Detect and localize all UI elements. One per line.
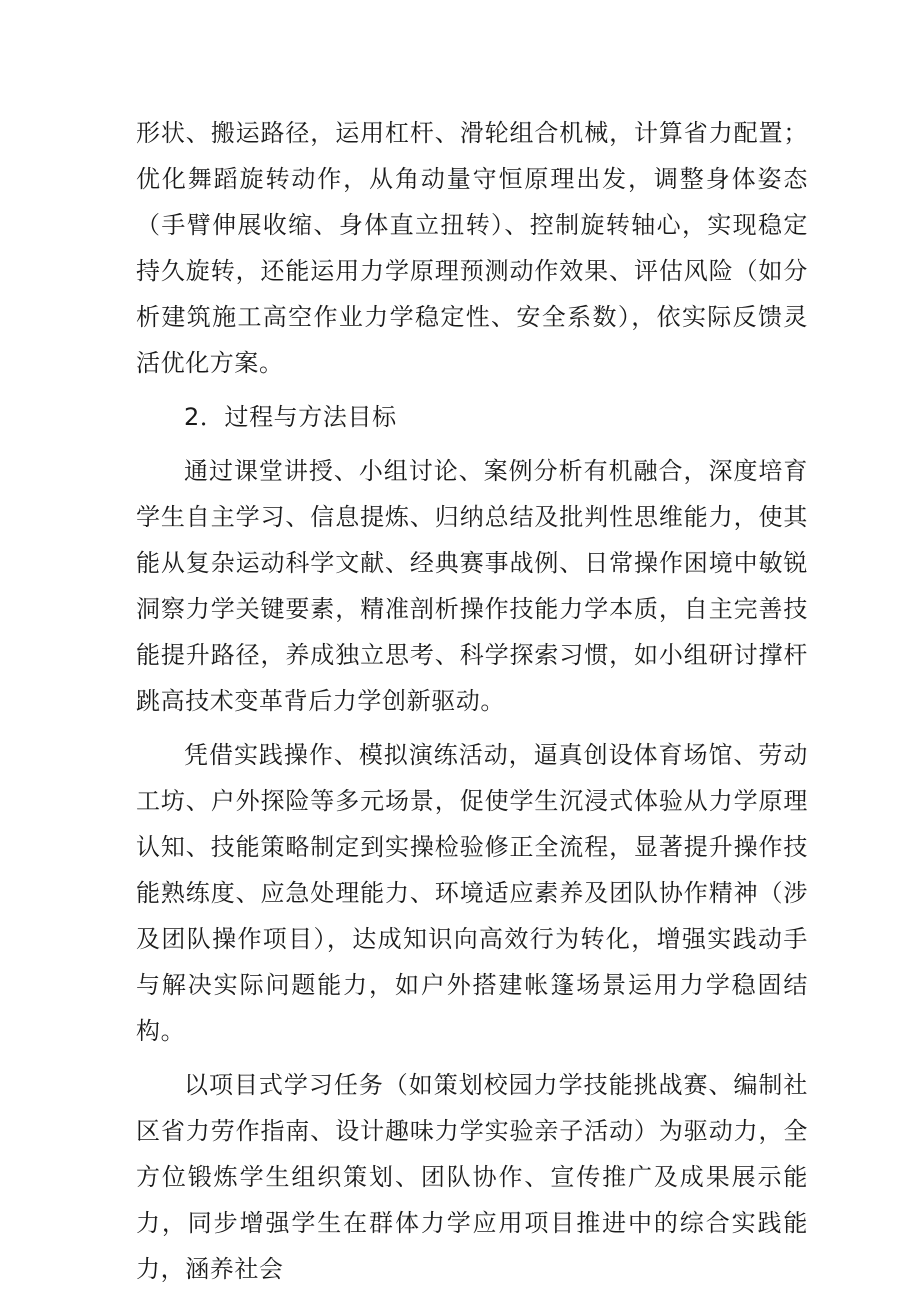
paragraph: 通过课堂讲授、小组讨论、案例分析有机融合，深度培育学生自主学习、信息提炼、归纳总结及批判性思维能力，使其能从复杂运动科学文献、经典赛事战例、日常操作困境中敏锐洞察力学关键要素，精准剖析操作技能力学本质，自主完善技能提升路径，养成独立思考、科学探索习惯，如小组研讨撑杆跳高技术变革背后力学创新驱动。 bbox=[136, 457, 808, 715]
document-body bbox=[136, 110, 808, 1300]
paragraph-continued: 形状、搬运路径，运用杠杆、滑轮组合机械，计算省力配置；优化舞蹈旋转动作，从角动量守恒原理出发，调整身体姿态（手臂伸展收缩、身体直立扭转）、控制旋转轴心，实现稳定持久旋转，还能运用力学原理预测动作效果、评估风险（如分析建筑施工高空作业力学稳定性、安全系数），依实际反馈灵活优化方案。 bbox=[136, 119, 808, 377]
paragraph: 以项目式学习任务（如策划校园力学技能挑战赛、编制社区省力劳作指南、设计趣味力学实验亲子活动）为驱动力，全方位锻炼学生组织策划、团队协作、宣传推广及成果展示能力，同步增强学生在群体力学应用项目推进中的综合实践能力，涵养社会 bbox=[136, 1071, 808, 1283]
paragraph: 凭借实践操作、模拟演练活动，逼真创设体育场馆、劳动工坊、户外探险等多元场景，促使学生沉浸式体验从力学原理认知、技能策略制定到实操检验修正全流程，显著提升操作技能熟练度、应急处理能力、环境适应素养及团队协作精神（涉及团队操作项目），达成知识向高效行为转化，增强实践动手与解决实际问题能力，如户外搭建帐篷场景运用力学稳固结构。 bbox=[136, 741, 808, 1045]
section-heading: 2．过程与方法目标 bbox=[184, 403, 397, 431]
